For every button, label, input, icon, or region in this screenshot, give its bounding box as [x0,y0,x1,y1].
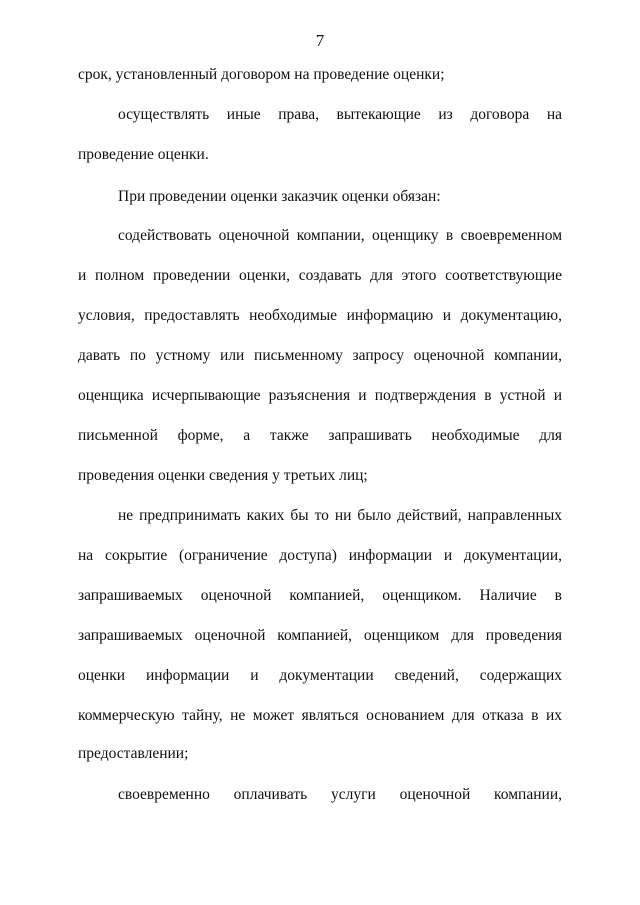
text-line-5: содействовать оценочной компании, оценщику в своевременном [118,227,562,244]
text-line-6: и полном проведении оценки, создавать для этого соответствующие [78,267,562,284]
text-line-18: предоставлении; [78,745,189,762]
text-line-1: срок, установленный договором на проведение оценки; [78,66,445,83]
text-line-3: проведение оценки. [78,146,209,163]
text-line-12: не предпринимать каких бы то ни было действий, направленных [118,507,562,524]
text-line-15: запрашиваемых оценочной компанией, оценщиком для проведения [78,627,562,644]
text-line-2: осуществлять иные права, вытекающие из договора на [118,106,562,123]
text-line-19: своевременно оплачивать услуги оценочной компании, [118,786,562,803]
text-line-13: на сокрытие (ограничение доступа) информации и документации, [78,547,562,564]
text-line-16: оценки информации и документации сведений, содержащих [78,667,562,684]
text-line-9: оценщика исчерпывающие разъяснения и подтверждения в устной и [78,387,562,404]
text-line-14: запрашиваемых оценочной компанией, оценщиком. Наличие в [78,587,562,604]
text-line-8: давать по устному или письменному запросу оценочной компании, [78,347,562,364]
text-line-11: проведения оценки сведения у третьих лиц; [78,467,368,484]
text-line-4: При проведении оценки заказчик оценки обязан: [118,188,441,205]
page-number: 7 [315,31,325,50]
text-line-7: условия, предоставлять необходимые информацию и документацию, [78,307,562,324]
text-line-17: коммерческую тайну, не может являться основанием для отказа в их [78,707,562,724]
text-line-10: письменной форме, а также запрашивать необходимые для [78,427,562,444]
